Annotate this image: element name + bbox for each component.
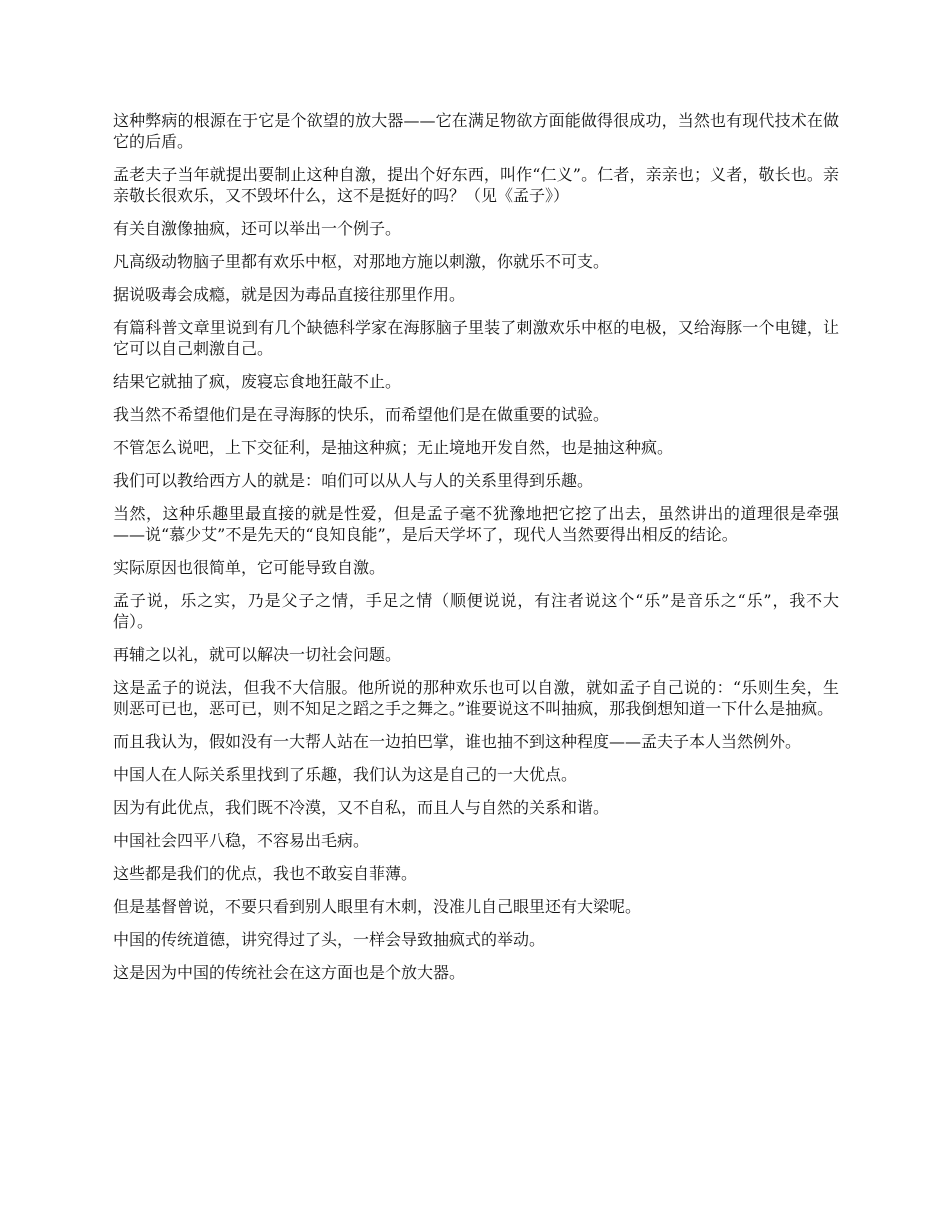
paragraph: 因为有此优点，我们既不冷漠，又不自私，而且人与自然的关系和谐。 <box>113 798 610 817</box>
paragraph: 而且我认为，假如没有一大帮人站在一边拍巴掌，谁也抽不到这种程度——孟夫子本人当然例外。 <box>113 732 802 751</box>
paragraph: 据说吸毒会成瘾，就是因为毒品直接往那里作用。 <box>113 285 466 304</box>
paragraph: 凡高级动物脑子里都有欢乐中枢，对那地方施以刺激，你就乐不可支。 <box>113 252 610 271</box>
paragraph: 孟老夫子当年就提出要制止这种自激，提出个好东西，叫作“仁义”。仁者，亲亲也；义者，敬长也。亲亲敬长很欢乐，又不毁坏什么，这不是挺好的吗？（见《孟子》） <box>113 165 839 205</box>
paragraph: 孟子说，乐之实，乃是父子之情，手足之情（顺便说说，有注者说这个“乐”是音乐之“乐”，我不大信）。 <box>113 591 839 631</box>
paragraph: 我们可以教给西方人的就是：咱们可以从人与人的关系里得到乐趣。 <box>113 471 594 490</box>
paragraph: 这是孟子的说法，但我不大信服。他所说的那种欢乐也可以自激，就如孟子自己说的：“乐则生矣，生则恶可已也，恶可已，则不知足之蹈之手之舞之。”谁要说这不叫抽疯，那我倒想知道一下什么是抽疯。 <box>113 678 839 718</box>
paragraph: 结果它就抽了疯，废寝忘食地狂敲不止。 <box>113 372 402 391</box>
paragraph: 有关自激像抽疯，还可以举出一个例子。 <box>113 219 402 238</box>
paragraph: 中国的传统道德，讲究得过了头，一样会导致抽疯式的举动。 <box>113 930 546 949</box>
paragraph: 中国人在人际关系里找到了乐趣，我们认为这是自己的一大优点。 <box>113 765 578 784</box>
document-body <box>113 110 839 995</box>
paragraph: 这种弊病的根源在于它是个欲望的放大器——它在满足物欲方面能做得很成功，当然也有现代技术在做它的后盾。 <box>113 111 839 151</box>
paragraph: 不管怎么说吧，上下交征利，是抽这种疯；无止境地开发自然，也是抽这种疯。 <box>113 438 674 457</box>
paragraph: 实际原因也很简单，它可能导致自激。 <box>113 558 386 577</box>
paragraph: 这是因为中国的传统社会在这方面也是个放大器。 <box>113 963 466 982</box>
paragraph: 中国社会四平八稳，不容易出毛病。 <box>113 831 370 850</box>
paragraph: 但是基督曾说，不要只看到别人眼里有木刺，没准儿自己眼里还有大梁呢。 <box>113 897 642 916</box>
paragraph: 我当然不希望他们是在寻海豚的快乐，而希望他们是在做重要的试验。 <box>113 405 610 424</box>
paragraph: 这些都是我们的优点，我也不敢妄自菲薄。 <box>113 864 418 883</box>
paragraph: 再辅之以礼，就可以解决一切社会问题。 <box>113 645 402 664</box>
paragraph: 有篇科普文章里说到有几个缺德科学家在海豚脑子里装了刺激欢乐中枢的电极，又给海豚一个电键，让它可以自己刺激自己。 <box>113 318 839 358</box>
paragraph: 当然，这种乐趣里最直接的就是性爱，但是孟子毫不犹豫地把它挖了出去，虽然讲出的道理很是牵强——说“慕少艾”不是先天的“良知良能”，是后天学坏了，现代人当然要得出相反的结论。 <box>113 504 839 544</box>
